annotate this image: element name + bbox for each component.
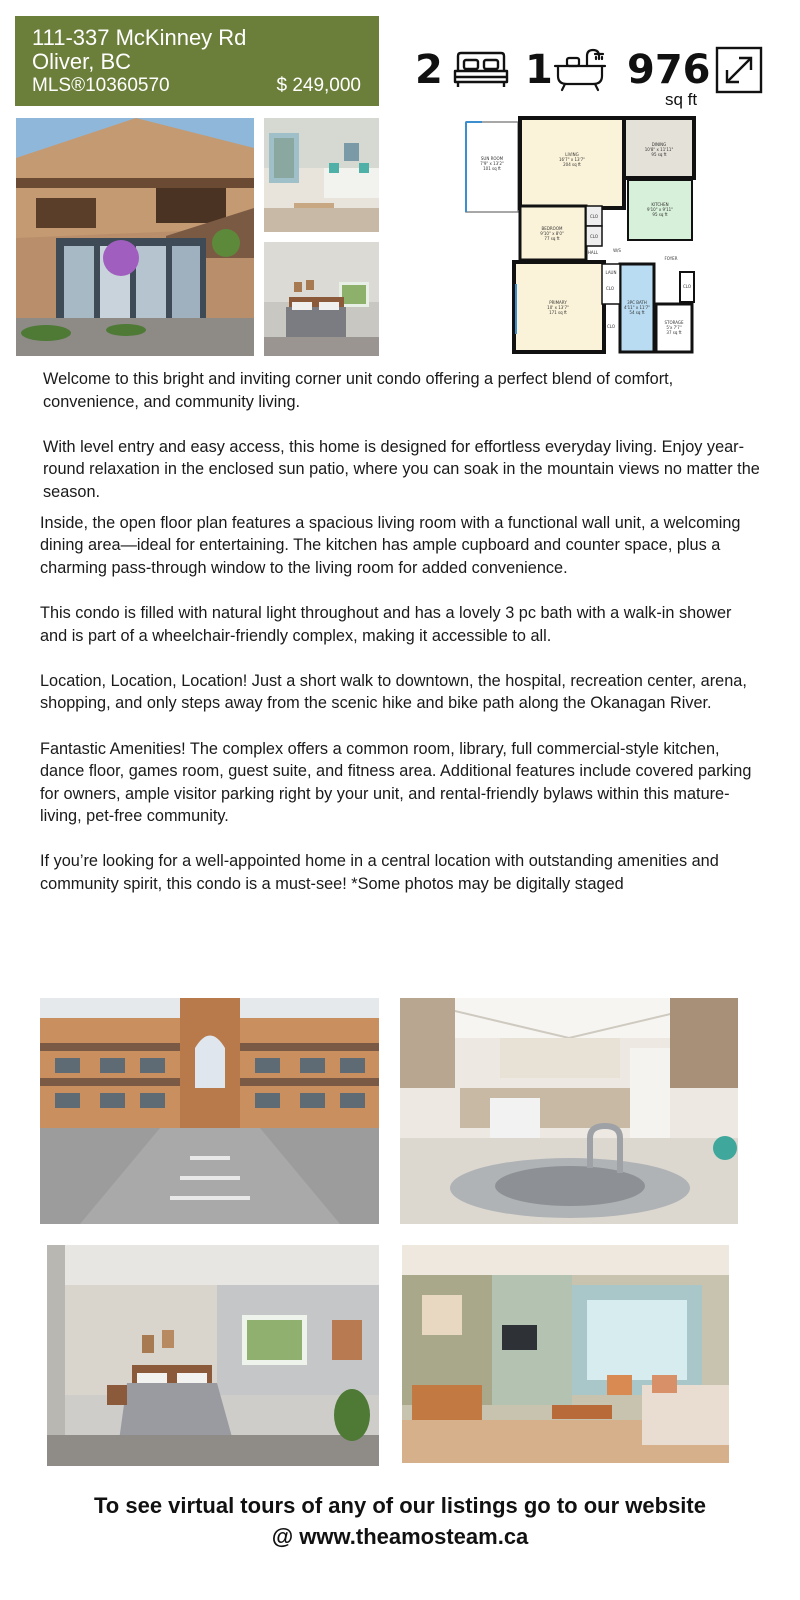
kitchen-sink-photo <box>400 998 738 1224</box>
staged-bedroom-photo <box>47 1245 379 1466</box>
listing-header <box>15 16 379 106</box>
description-paragraph-4: This condo is filled with natural light throughout and has a lovely 3 pc bath with a walk-in shower and is part of a wheelchair-friendly complex, making it accessible to all. <box>40 603 732 645</box>
fp-dining-name: DINING <box>651 142 667 147</box>
address-line-2: Oliver, BC <box>32 49 132 74</box>
fp-clo-label-3: CLO <box>605 286 615 291</box>
sqft-value: 976 <box>627 47 711 93</box>
property-stats <box>415 42 795 112</box>
fp-bedroom-name: BEDROOM <box>541 226 563 231</box>
fp-kitchen-name: KITCHEN <box>651 202 669 207</box>
address-line-1: 111-337 McKinney Rd <box>32 25 247 50</box>
description-paragraph-5: Location, Location, Location! Just a short walk to downtown, the hospital, recreation center, arena, shopping, and only steps away from the scenic hike and bike path along the Okanagan River. <box>40 671 747 713</box>
fp-bedroom-dims: 9'10" x 8'0" <box>540 231 564 236</box>
fp-bath-dims: 4'11" x 11'7" <box>623 305 651 310</box>
fp-living-name: LIVING <box>565 152 579 157</box>
bathtub-icon <box>553 48 607 92</box>
bedroom-thumbnail <box>264 242 379 356</box>
fp-ws-label: W/S <box>613 248 621 253</box>
building-exterior-photo <box>40 998 379 1224</box>
expand-arrow-icon <box>715 46 763 94</box>
fp-bath-name: 3PC BATH <box>627 300 647 305</box>
fp-clo-label: CLO <box>589 214 599 219</box>
description-paragraph-1: Welcome to this bright and inviting corner unit condo offering a perfect blend of comfort, convenience, and community living. <box>43 370 674 411</box>
listing-price: $ 249,000 <box>276 75 361 96</box>
fp-sunroom-name: SUN ROOM <box>480 156 504 161</box>
fp-storage-name: STORAGE <box>664 320 684 325</box>
fp-living-dims: 16'7" x 13'7" <box>558 157 586 162</box>
sqft-label: sq ft <box>665 90 698 109</box>
listing-description <box>40 368 760 918</box>
fp-foyer-label: FOYER <box>664 256 678 261</box>
living-room-thumbnail <box>264 118 379 232</box>
fp-storage-area: 37 sq ft <box>666 330 682 335</box>
fp-laun-label: LAUN <box>605 270 617 275</box>
fp-kitchen-area: 95 sq ft <box>652 212 668 217</box>
description-paragraph-7: If you’re looking for a well-appointed home in a central location with outstanding amenities and community spirit, this condo is a must-see! *Some photos may be digitally staged <box>40 852 719 894</box>
floor-plan <box>462 114 700 356</box>
footer-line-1: To see virtual tours of any of our listings go to our website <box>94 1493 706 1518</box>
bedroom-count: 2 <box>415 47 443 93</box>
fp-sunroom-area: 101 sq ft <box>483 166 501 171</box>
fp-primary-area: 171 sq ft <box>549 310 567 315</box>
fp-dining-dims: 10'8" x 11'11" <box>644 147 674 152</box>
fp-clo-label-2: CLO <box>589 234 599 239</box>
mls-number: MLS®10360570 <box>32 75 170 96</box>
footer-cta <box>0 1490 800 1552</box>
fp-clo-label-4: CLO <box>606 324 616 329</box>
fp-living-area: 204 sq ft <box>563 162 581 167</box>
fp-hall-label: HALL <box>587 250 599 255</box>
fp-clo-label-5: CLO <box>682 284 692 289</box>
bathroom-count: 1 <box>525 47 553 93</box>
description-paragraph-6: Fantastic Amenities! The complex offers a common room, library, full commercial-style kitchen, dance floor, games room, guest suite, and fitness area. Additional features include covered parking for owners, ample visitor parking right by your unit, and rental-friendly bylaws within this mature-living, pet-free community. <box>40 739 752 826</box>
description-paragraph-3: Inside, the open floor plan features a spacious living room with a functional wall unit, a welcoming dining area—ideal for entertaining. The kitchen has ample cupboard and counter space, plus a charming pass-through window to the living room for added convenience. <box>40 513 741 577</box>
bed-icon <box>452 50 510 90</box>
fp-storage-dims: 5'x 7'7" <box>666 325 682 330</box>
footer-website-link[interactable]: @ www.theamosteam.ca <box>271 1524 529 1549</box>
staged-living-room-photo <box>402 1245 729 1463</box>
fp-dining-area: 95 sq ft <box>651 152 667 157</box>
fp-bath-area: 54 sq ft <box>629 310 645 315</box>
fp-primary-dims: 10' x 13'7" <box>547 305 569 310</box>
fp-sunroom-dims: 7'9" x 13'2" <box>480 161 504 166</box>
fp-kitchen-dims: 9'10" x 9'11" <box>646 207 674 212</box>
description-paragraph-2: With level entry and easy access, this home is designed for effortless everyday living. Enjoy year-round relaxation in the enclosed sun patio, where you can soak in the mountain views no matter the season. <box>43 437 760 501</box>
exterior-sunroom-photo <box>16 118 254 356</box>
fp-bedroom-area: 77 sq ft <box>544 236 560 241</box>
fp-primary-name: PRIMARY <box>549 300 567 305</box>
